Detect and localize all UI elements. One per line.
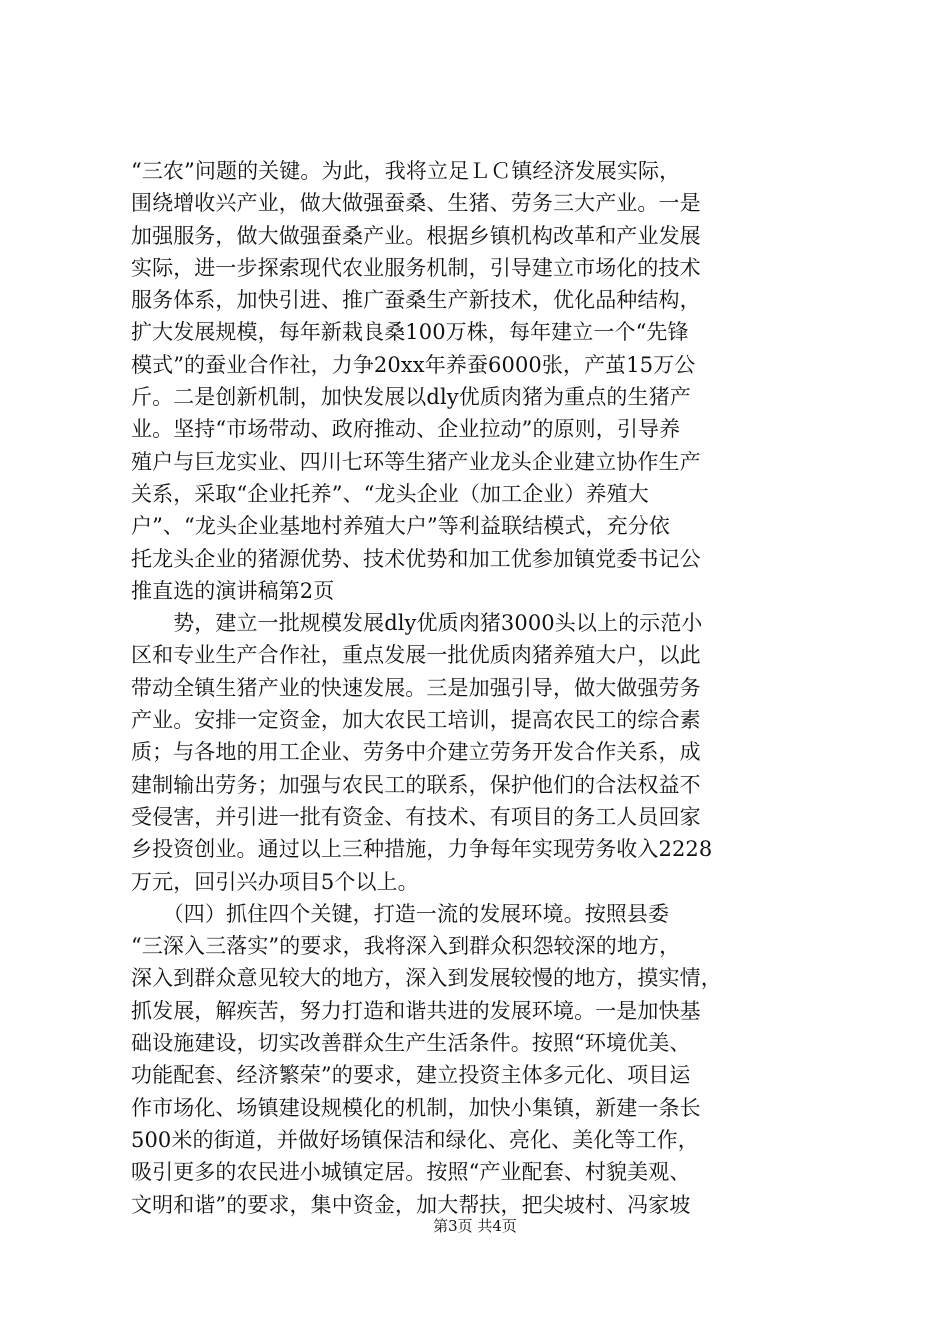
text-line: 吸引更多的农民进小城镇定居。按照“产业配套、村貌美观、 <box>131 1160 691 1185</box>
text-line: “三深入三落实”的要求，我将深入到群众积怨较深的地方， <box>131 934 681 959</box>
text-line: 础设施建设，切实改善群众生产生活条件。按照“环境优美、 <box>131 1031 691 1056</box>
text-line: 功能配套、经济繁荣”的要求，建立投资主体多元化、项目运 <box>131 1063 691 1088</box>
text-line: 服务体系，加快引进、推广蚕桑生产新技术，优化品种结构， <box>131 288 701 313</box>
text-line: 模式”的蚕业合作社，力争20xx年养蚕6000张，产茧15万公 <box>131 352 696 377</box>
text-line: 作市场化、场镇建设规模化的机制，加快小集镇，新建一条长 <box>131 1095 701 1120</box>
text-line: 加强服务，做大做强蚕桑产业。根据乡镇机构改革和产业发展 <box>131 223 701 248</box>
text-line: 区和专业生产合作社，重点发展一批优质肉猪养殖大户，以此 <box>131 643 701 668</box>
text-line: 带动全镇生猪产业的快速发展。三是加强引导，做大做强劳务 <box>131 675 701 700</box>
text-line: 业。坚持“市场带动、政府推动、企业拉动”的原则，引导养 <box>131 417 681 442</box>
text-line: 实际，进一步探索现代农业服务机制，引导建立市场化的技术 <box>131 255 701 280</box>
text-line: 关系，采取“企业托养”、“龙头企业（加工企业）养殖大 <box>131 481 649 506</box>
text-line: 殖户与巨龙实业、四川七环等生猪产业龙头企业建立协作生产 <box>131 449 701 474</box>
text-line: 受侵害，并引进一批有资金、有技术、有项目的务工人员回家 <box>131 804 701 829</box>
text-line: 托龙头企业的猪源优势、技术优势和加工优参加镇党委书记公 <box>131 546 701 571</box>
text-line: 势，建立一批规模发展dly优质肉猪3000头以上的示范小 <box>131 611 703 636</box>
text-line: 斤。二是创新机制，加快发展以dly优质肉猪为重点的生猪产 <box>131 385 691 410</box>
text-line: 建制输出劳务；加强与农民工的联系，保护他们的合法权益不 <box>131 772 701 797</box>
text-line: 质；与各地的用工企业、劳务中介建立劳务开发合作关系，成 <box>131 740 701 765</box>
text-line: 500米的街道，并做好场镇保洁和绿化、亮化、美化等工作， <box>131 1127 699 1152</box>
text-line: 文明和谐”的要求，集中资金，加大帮扶，把尖坡村、冯家坡 <box>131 1192 691 1217</box>
text-line: 围绕增收兴产业，做大做强蚕桑、生猪、劳务三大产业。一是 <box>131 191 701 216</box>
text-line: 户”、“龙头企业基地村养殖大户”等利益联结模式，充分依 <box>131 514 670 539</box>
text-line: “三农”问题的关键。为此，我将立足ＬＣ镇经济发展实际， <box>131 159 681 183</box>
text-line: 产业。安排一定资金，加大农民工培训，提高农民工的综合素 <box>131 708 701 733</box>
text-line: 深入到群众意见较大的地方，深入到发展较慢的地方，摸实情， <box>131 966 722 991</box>
body-text <box>131 155 831 1221</box>
text-line: 乡投资创业。通过以上三种措施，力争每年实现劳务收入2228 <box>131 837 713 862</box>
text-line: （四）抓住四个关键，打造一流的发展环境。按照县委 <box>131 901 670 926</box>
text-line: 扩大发展规模，每年新栽良桑100万株，每年建立一个“先锋 <box>131 320 689 345</box>
page-footer: 第3页 共4页 <box>433 1217 517 1235</box>
text-line: 推直选的演讲稿第2页 <box>131 578 335 603</box>
text-line: 抓发展，解疾苦，努力打造和谐共进的发展环境。一是加快基 <box>131 998 701 1023</box>
text-line: 万元，回引兴办项目5个以上。 <box>131 869 419 894</box>
